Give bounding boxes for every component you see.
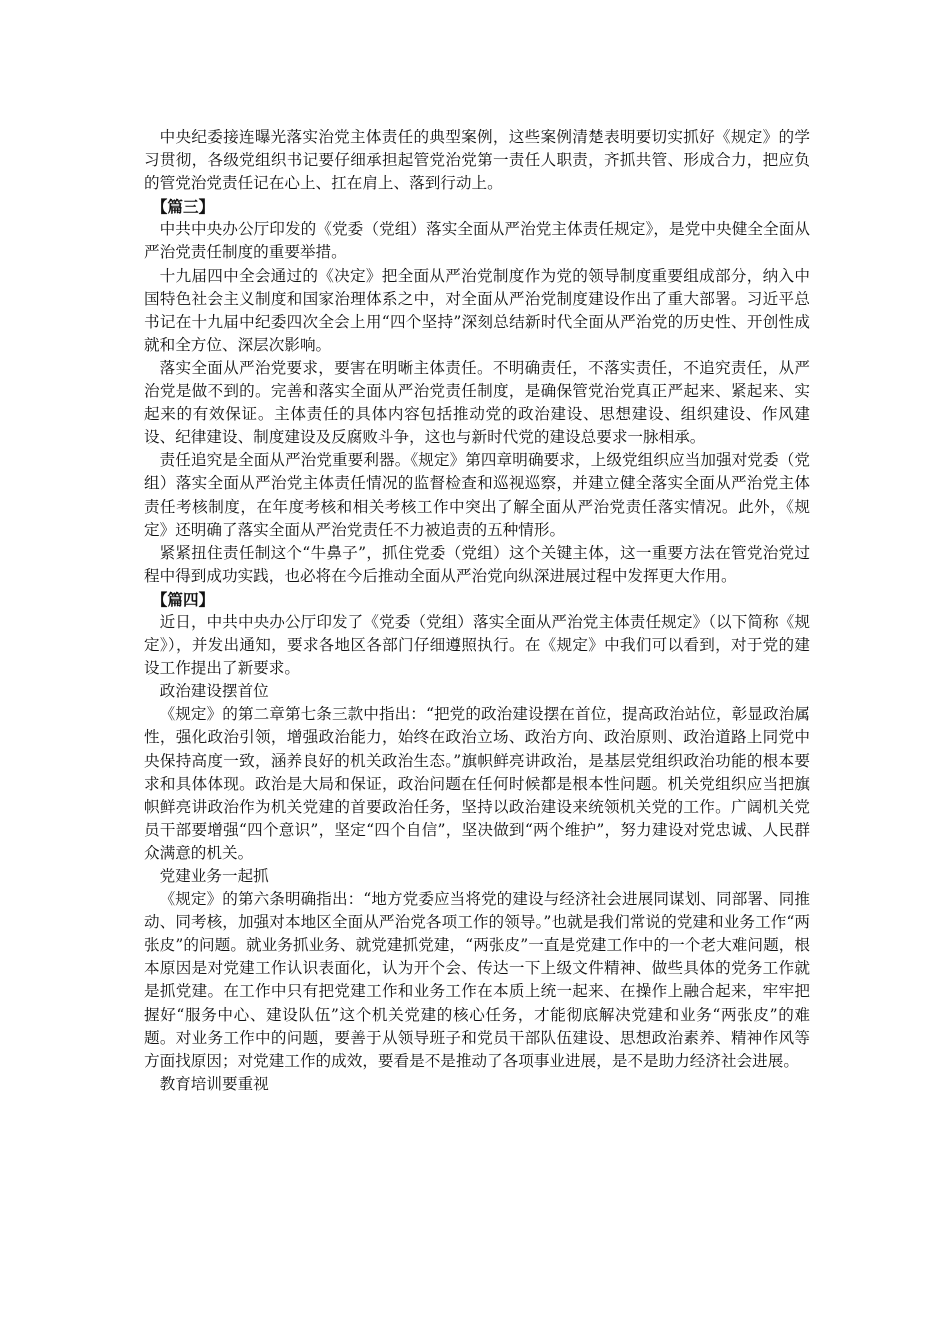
paragraph-case-exposure: 中央纪委接连曝光落实治党主体责任的典型案例，这些案例清楚表明要切实抓好《规定》的学习贯彻，各级党组织书记要仔细承担起管党治党第一责任人职责，齐抓共管、形成合力，把应负的管党治党责任记在心上、扛在肩上、落到行动上。 xyxy=(144,128,810,193)
paragraph-accountability: 责任追究是全面从严治党重要利器。《规定》第四章明确要求，上级党组织应当加强对党委（党组）落实全面从严治党主体责任情况的监督检查和巡视巡察，并建立健全落实全面从严治党主体责任考核制度，在年度考核和相关考核工作中突出了解全面从严治党责任落实情况。此外，《规定》还明确了落实全面从严治党责任不力被追责的五种情形。 xyxy=(144,451,810,539)
subheading-education-training: 教育培训要重视 xyxy=(159,1074,269,1093)
paragraph-main-responsibility: 落实全面从严治党要求，要害在明晰主体责任。不明确责任，不落实责任，不追究责任，从严治党是做不到的。完善和落实全面从严治党责任制度，是确保管党治党真正严起来、紧起来、实起来的有效保证。主体责任的具体内容包括推动党的政治建设、思想建设、组织建设、作风建设、纪律建设、制度建设及反腐败斗争，这也与新时代党的建设总要求一脉相承。 xyxy=(144,358,810,447)
paragraph-fourth-plenum: 十九届四中全会通过的《决定》把全面从严治党制度作为党的领导制度重要组成部分，纳入中国特色社会主义制度和国家治理体系之中，对全面从严治党制度建设作出了重大部署。习近平总书记在十九届中纪委四次全会上用“四个坚持”深刻总结新时代全面从严治党的历史性、开创性成就和全方位、深层次影响。 xyxy=(144,266,810,354)
paragraph-responsibility-system: 紧紧扭住责任制这个“牛鼻子”，抓住党委（党组）这个关键主体，这一重要方法在管党治党过程中得到成功实践，也必将在今后推动全面从严治党向纵深进展过程中发挥更大作用。 xyxy=(144,543,810,585)
document-page xyxy=(144,126,810,1096)
paragraph-political-building: 《规定》的第二章第七条三款中指出：“把党的政治建设摆在首位，提高政治站位，彰显政治属性，强化政治引领，增强政治能力，始终在政治立场、政治方向、政治原则、政治道路上同党中央保持高度一致，涵养良好的机关政治生态。”旗帜鲜亮讲政治，是基层党组织政治功能的根本要求和具体体现。政治是大局和保证，政治问题在任何时候都是根本性问题。机关党组织应当把旗帜鲜亮讲政治作为机关党建的首要政治任务，坚持以政治建设来统领机关党的工作。广阔机关党员干部要增强“四个意识”，坚定“四个自信”，坚决做到“两个维护”，努力建设对党忠诚、人民群众满意的机关。 xyxy=(144,705,810,862)
paragraph-party-business: 《规定》的第六条明确指出：“地方党委应当将党的建设与经济社会进展同谋划、同部署、同推动、同考核，加强对本地区全面从严治党各项工作的领导。”也就是我们常说的党建和业务工作“两张皮”的问题。就业务抓业务、就党建抓党建，“两张皮”一直是党建工作中的一个老大难问题，根本原因是对党建工作认识表面化，认为开个会、传达一下上级文件精神、做些具体的党务工作就是抓党建。在工作中只有把党建工作和业务工作在本质上统一起来、在操作上融合起来，牢牢把握好“服务中心、建设队伍”这个机关党建的核心任务，才能彻底解决党建和业务“两张皮”的难题。对业务工作中的问题，要善于从领导班子和党员干部队伍建设、思想政治素养、精神作风等方面找原因；对党建工作的成效，要看是不是推动了各项事业进展，是不是助力经济社会进展。 xyxy=(144,890,810,1070)
section-heading-3: 【篇三】 xyxy=(151,197,215,217)
subheading-party-business: 党建业务一起抓 xyxy=(159,867,269,885)
subheading-political-building: 政治建设摆首位 xyxy=(159,682,269,701)
paragraph-regulation-intro: 中共中央办公厅印发的《党委（党组）落实全面从严治党主体责任规定》，是党中央健全全面从严治党责任制度的重要举措。 xyxy=(144,220,810,262)
section-heading-4: 【篇四】 xyxy=(151,589,215,609)
paragraph-regulation-issued: 近日，中共中央办公厅印发了《党委（党组）落实全面从严治党主体责任规定》（以下简称《规定》），并发出通知，要求各地区各部门仔细遵照执行。在《规定》中我们可以看到，对于党的建设工作提出了新要求。 xyxy=(144,612,810,678)
